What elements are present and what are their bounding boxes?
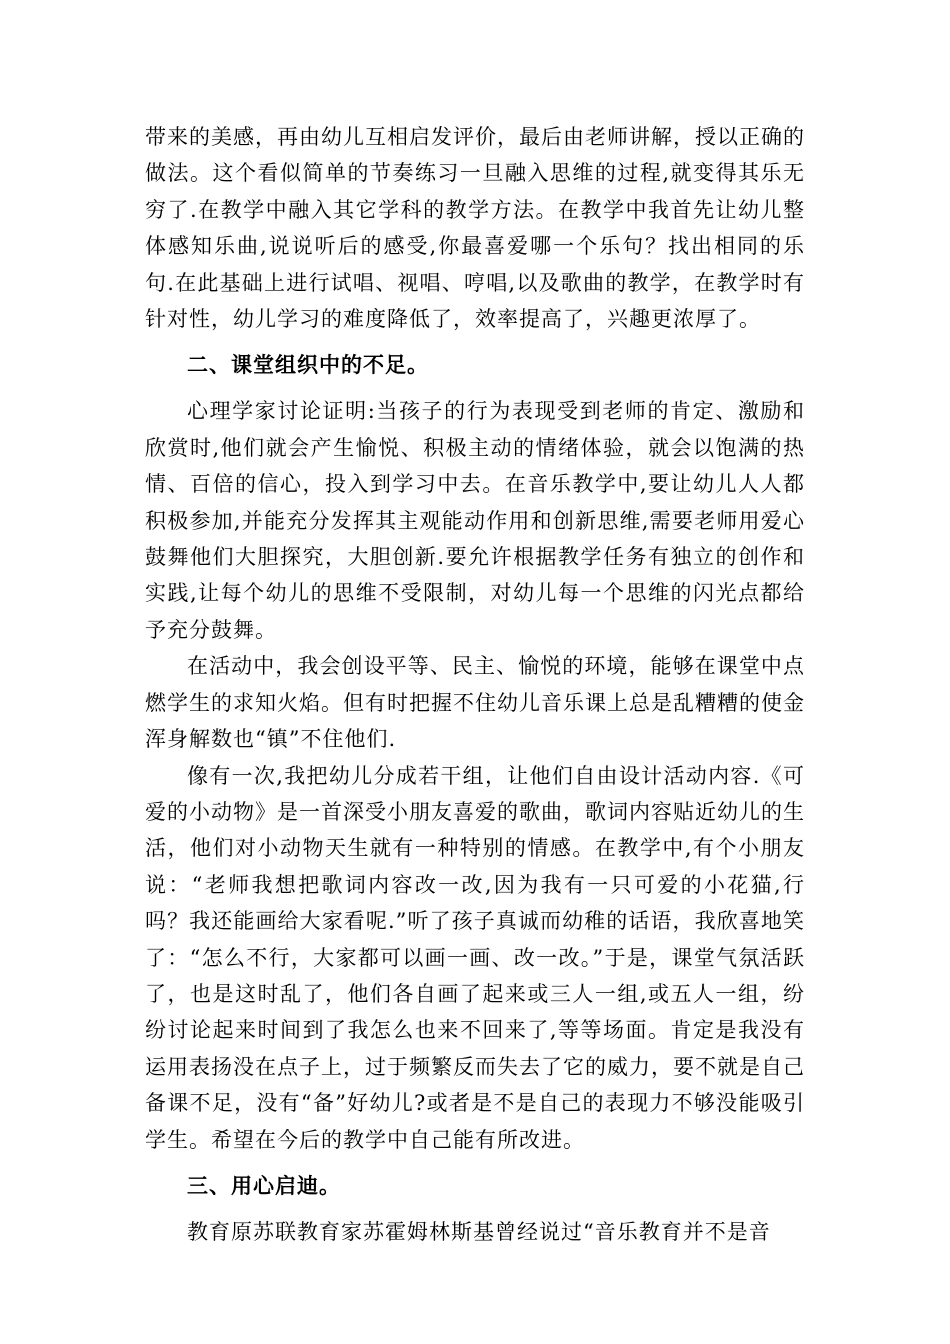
- section-heading-heartfelt-inspiration: 三、用心启迪。: [187, 1173, 341, 1198]
- paragraph-rhythm-practice: 带来的美感，再由幼儿互相启发评价，最后由老师讲解，授以正确的做法。这个看似简单的节奏练习一旦融入思维的过程,就变得其乐无穷了.在教学中融入其它学科的教学方法。在教学中我首先让幼儿整体感知乐曲,说说听后的感受,你最喜爱哪一个乐句？找出相同的乐句.在此基础上进行试唱、视唱、哼唱,以及歌曲的教学，在教学时有针对性，幼儿学习的难度降低了，效率提高了，兴趣更浓厚了。: [145, 125, 805, 332]
- paragraph-sukhomlinsky-quote: 教育原苏联教育家苏霍姆林斯基曾经说过“音乐教育并不是音: [187, 1219, 771, 1244]
- paragraph-group-example: 像有一次,我把幼儿分成若干组，让他们自由设计活动内容.《可爱的小动物》是一首深受小朋友喜爱的歌曲，歌词内容贴近幼儿的生活，他们对小动物天生就有一种特别的情感。在教学中,有个小朋友说：“老师我想把歌词内容改一改,因为我有一只可爱的小花猫,行吗？我还能画给大家看呢.”听了孩子真诚而幼稚的话语，我欣喜地笑了：“怎么不行，大家都可以画一画、改一改。”于是，课堂气氛活跃了，也是这时乱了，他们各自画了起来或三人一组,或五人一组，纷纷讨论起来时间到了我怎么也来不回来了,等等场面。肯定是我没有运用表扬没在点子上，过于频繁反而失去了它的威力，要不就是自己备课不足，没有“备”好幼儿?或者是不是自己的表现力不够没能吸引学生。希望在今后的教学中自己能有所改进。: [145, 763, 805, 1152]
- section-heading-classroom-shortcomings: 二、课堂组织中的不足。: [187, 353, 429, 378]
- document-page: [145, 119, 805, 1250]
- paragraph-psychology-research: 心理学家讨论证明:当孩子的行为表现受到老师的肯定、激励和欣赏时,他们就会产生愉悦、积极主动的情绪体验，就会以饱满的热情、百倍的信心，投入到学习中去。在音乐教学中,要让幼儿人人都积极参加,并能充分发挥其主观能动作用和创新思维,需要老师用爱心鼓舞他们大胆探究，大胆创新.要允许根据教学任务有独立的创作和实践,让每个幼儿的思维不受限制，对幼儿每一个思维的闪光点都给予充分鼓舞。: [145, 399, 805, 642]
- paragraph-activity-environment: 在活动中，我会创设平等、民主、愉悦的环境，能够在课堂中点燃学生的求知火焰。但有时把握不住幼儿音乐课上总是乱糟糟的使金浑身解数也“镇”不住他们.: [145, 654, 805, 752]
